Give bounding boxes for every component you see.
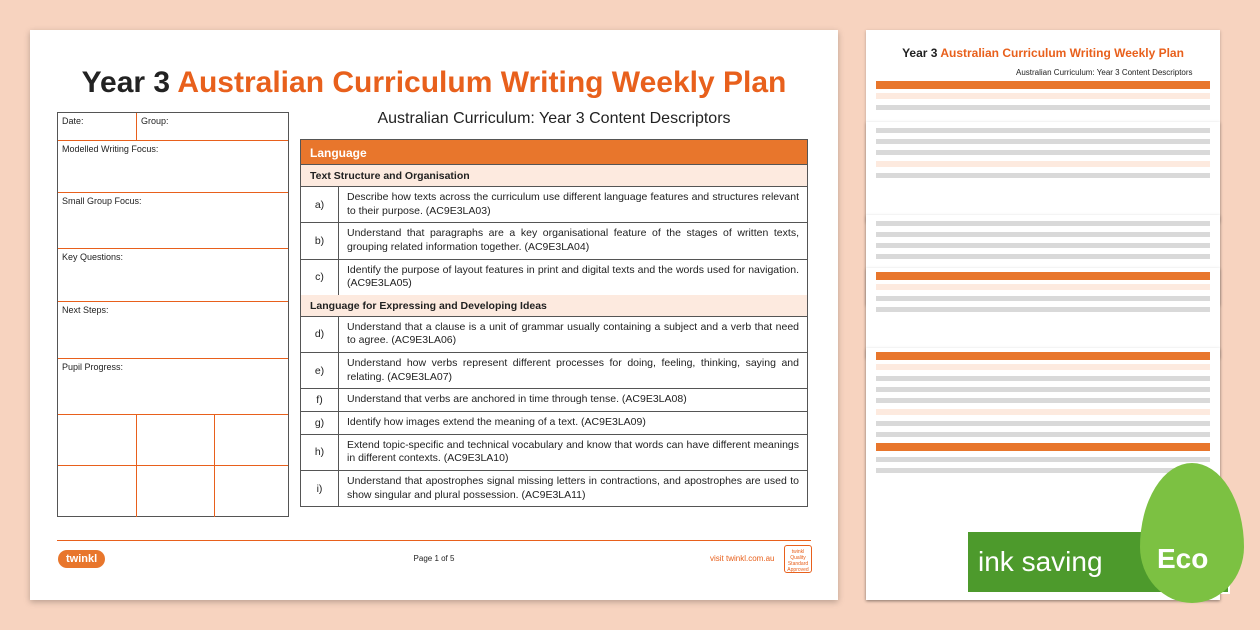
key-questions-field: Key Questions: <box>58 249 288 302</box>
ink-saving-label: ink saving <box>978 546 1103 577</box>
descriptor-row <box>301 317 807 353</box>
descriptor-code: h) <box>301 435 339 470</box>
table-header-language: Language <box>301 140 807 165</box>
descriptor-text: Understand that paragraphs are a key organisational feature of the stages of written texts, grouping related information together. (AC9E3LA04) <box>347 227 799 253</box>
section-text-structure: Text Structure and Organisation <box>301 165 807 187</box>
descriptor-text: Understand that apostrophes signal missing letters in contractions, and apostrophes are used to show singular and plural possession. (AC9E3LA11) <box>347 474 799 501</box>
content-descriptors-heading: Australian Curriculum: Year 3 Content Descriptors <box>377 110 731 127</box>
main-document-page <box>30 30 838 600</box>
small-group-focus-field: Small Group Focus: <box>58 193 288 249</box>
modelled-writing-focus-field: Modelled Writing Focus: <box>58 141 288 193</box>
descriptor-row <box>301 187 807 223</box>
content-descriptors-table <box>300 139 808 507</box>
descriptor-text: Describe how texts across the curriculum use different language features and structures relevant to their purpose. (AC9E3LA03) <box>347 191 799 217</box>
footer-url: visit twinkl.com.au <box>710 554 775 563</box>
planning-form <box>57 112 289 517</box>
preview-title: Year 3 Australian Curriculum Writing Weekly Plan <box>902 46 1184 60</box>
descriptor-text: Understand how verbs represent different processes for doing, feeling, thinking, saying and relating. (AC9E3LA07) <box>347 357 799 383</box>
descriptor-code: c) <box>301 260 339 295</box>
descriptor-text: Identify the purpose of layout features in print and digital texts and the words used for navigation. (AC9E3LA05) <box>347 263 799 290</box>
date-field: Date: Group: <box>58 113 288 141</box>
preview-subtitle: Australian Curriculum: Year 3 Content Descriptors <box>1016 68 1193 77</box>
footer-divider <box>57 540 811 541</box>
descriptor-row <box>301 412 807 435</box>
descriptor-row <box>301 471 807 506</box>
descriptor-text: Understand that verbs are anchored in time through tense. (AC9E3LA08) <box>347 393 687 406</box>
descriptor-text: Identify how images extend the meaning of a text. (AC9E3LA09) <box>347 416 646 429</box>
descriptor-text: Understand that a clause is a unit of grammar usually containing a subject and a verb that need to agree. (AC9E3LA06) <box>347 320 799 347</box>
section-language-ideas: Language for Expressing and Developing Ideas <box>301 295 807 317</box>
group-field: Group: <box>136 113 290 140</box>
empty-grid <box>58 415 288 517</box>
preview-page-4 <box>866 268 1220 358</box>
descriptor-code: f) <box>301 389 339 411</box>
pupil-progress-field: Pupil Progress: <box>58 359 288 415</box>
descriptor-row <box>301 223 807 259</box>
descriptor-code: b) <box>301 223 339 258</box>
quality-badge-icon: twinkl Quality Standard Approved <box>784 545 812 573</box>
descriptor-code: a) <box>301 187 339 222</box>
page-title: Year 3 Australian Curriculum Writing Weekly Plan <box>81 66 787 99</box>
descriptor-text: Extend topic-specific and technical vocabulary and know that words can have different meanings in different contexts. (AC9E3LA10) <box>347 438 799 465</box>
next-steps-field: Next Steps: <box>58 302 288 359</box>
descriptor-row <box>301 435 807 471</box>
twinkl-logo: twinkl <box>58 550 105 568</box>
descriptor-code: i) <box>301 471 339 506</box>
descriptor-code: d) <box>301 317 339 352</box>
descriptor-row <box>301 353 807 389</box>
descriptor-code: g) <box>301 412 339 434</box>
descriptor-row <box>301 389 807 412</box>
descriptor-row <box>301 260 807 295</box>
page-number: Page 1 of 5 <box>413 554 455 563</box>
eco-label: Eco <box>1157 543 1209 574</box>
preview-page-2 <box>866 122 1220 222</box>
descriptor-code: e) <box>301 353 339 388</box>
